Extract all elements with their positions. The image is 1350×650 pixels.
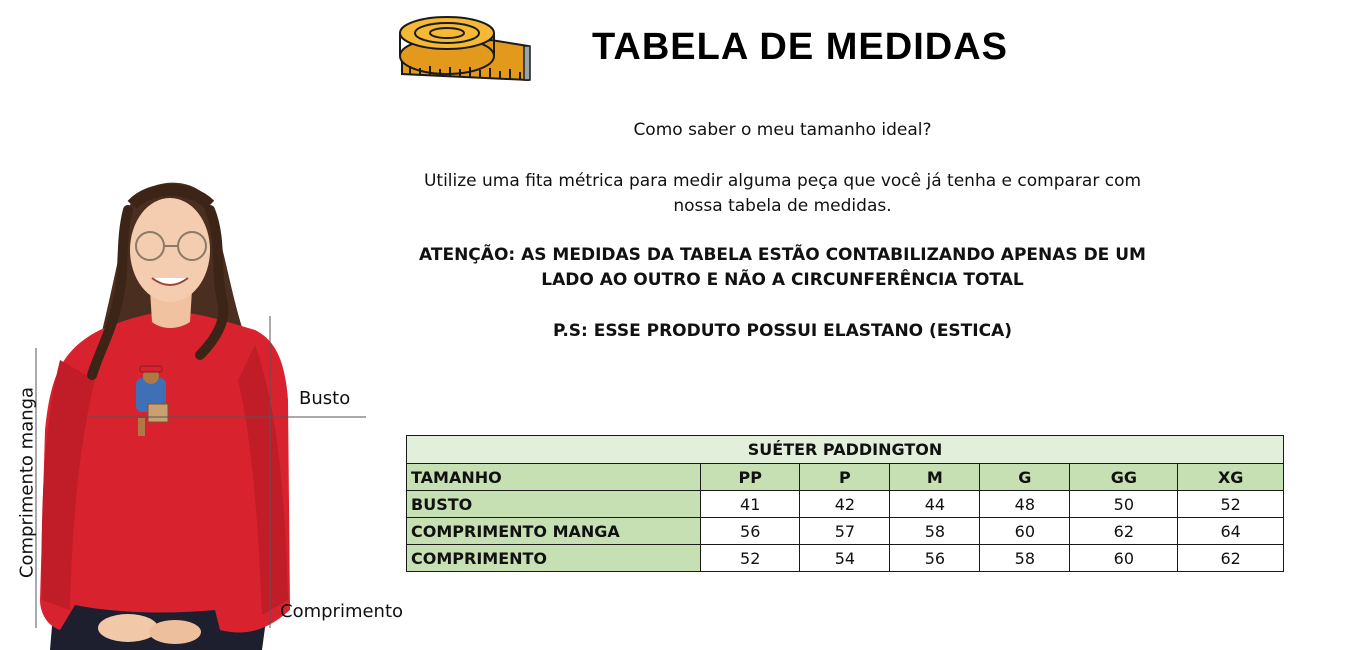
table-cell: 60 <box>1070 545 1178 572</box>
size-table <box>406 435 1284 572</box>
bust-label: Busto <box>299 388 351 409</box>
table-cell: 48 <box>980 491 1070 518</box>
table-row <box>407 545 1284 572</box>
table-cell: 50 <box>1070 491 1178 518</box>
table-cell: 62 <box>1178 545 1284 572</box>
usage-text-line2: nossa tabela de medidas. <box>673 196 892 216</box>
table-cell: 52 <box>1178 491 1284 518</box>
table-row <box>407 491 1284 518</box>
ps-note: P.S: ESSE PRODUTO POSSUI ELASTANO (ESTICA) <box>552 321 1013 341</box>
attention-text-line1: ATENÇÃO: AS MEDIDAS DA TABELA ESTÃO CONTABILIZANDO APENAS DE UM <box>419 245 1146 265</box>
measuring-tape-icon <box>396 16 534 84</box>
table-cell: 64 <box>1178 518 1284 545</box>
attention-text-line2: LADO AO OUTRO E NÃO A CIRCUNFERÊNCIA TOTAL <box>541 270 1024 290</box>
table-header-row <box>407 464 1284 491</box>
table-cell: 60 <box>980 518 1070 545</box>
table-cell: 56 <box>890 545 980 572</box>
table-cell: 56 <box>701 518 800 545</box>
usage-text-line1: Utilize uma fita métrica para medir alguma peça que você já tenha e comparar com <box>423 171 1142 191</box>
table-cell: 57 <box>800 518 890 545</box>
row-label: COMPRIMENTO <box>407 545 701 572</box>
table-cell: 44 <box>890 491 980 518</box>
header-cell: G <box>980 464 1070 491</box>
table-cell: 42 <box>800 491 890 518</box>
header-cell: GG <box>1070 464 1178 491</box>
table-caption: SUÉTER PADDINGTON <box>407 436 1284 464</box>
row-label: BUSTO <box>407 491 701 518</box>
header-cell: XG <box>1178 464 1284 491</box>
length-label: Comprimento <box>280 601 404 622</box>
table-cell: 41 <box>701 491 800 518</box>
sleeve-length-label: Comprimento manga <box>16 386 38 579</box>
table-row <box>407 518 1284 545</box>
table-cell: 58 <box>980 545 1070 572</box>
page-title: TABELA DE MEDIDAS <box>592 26 1008 68</box>
row-label: COMPRIMENTO MANGA <box>407 518 701 545</box>
table-caption-row <box>407 436 1284 464</box>
header-cell: M <box>890 464 980 491</box>
table-cell: 62 <box>1070 518 1178 545</box>
model-figure <box>0 170 420 650</box>
header-cell: PP <box>701 464 800 491</box>
header-cell: P <box>800 464 890 491</box>
header-cell: TAMANHO <box>407 464 701 491</box>
question-text: Como saber o meu tamanho ideal? <box>633 120 932 140</box>
table-cell: 52 <box>701 545 800 572</box>
table-cell: 54 <box>800 545 890 572</box>
table-cell: 58 <box>890 518 980 545</box>
